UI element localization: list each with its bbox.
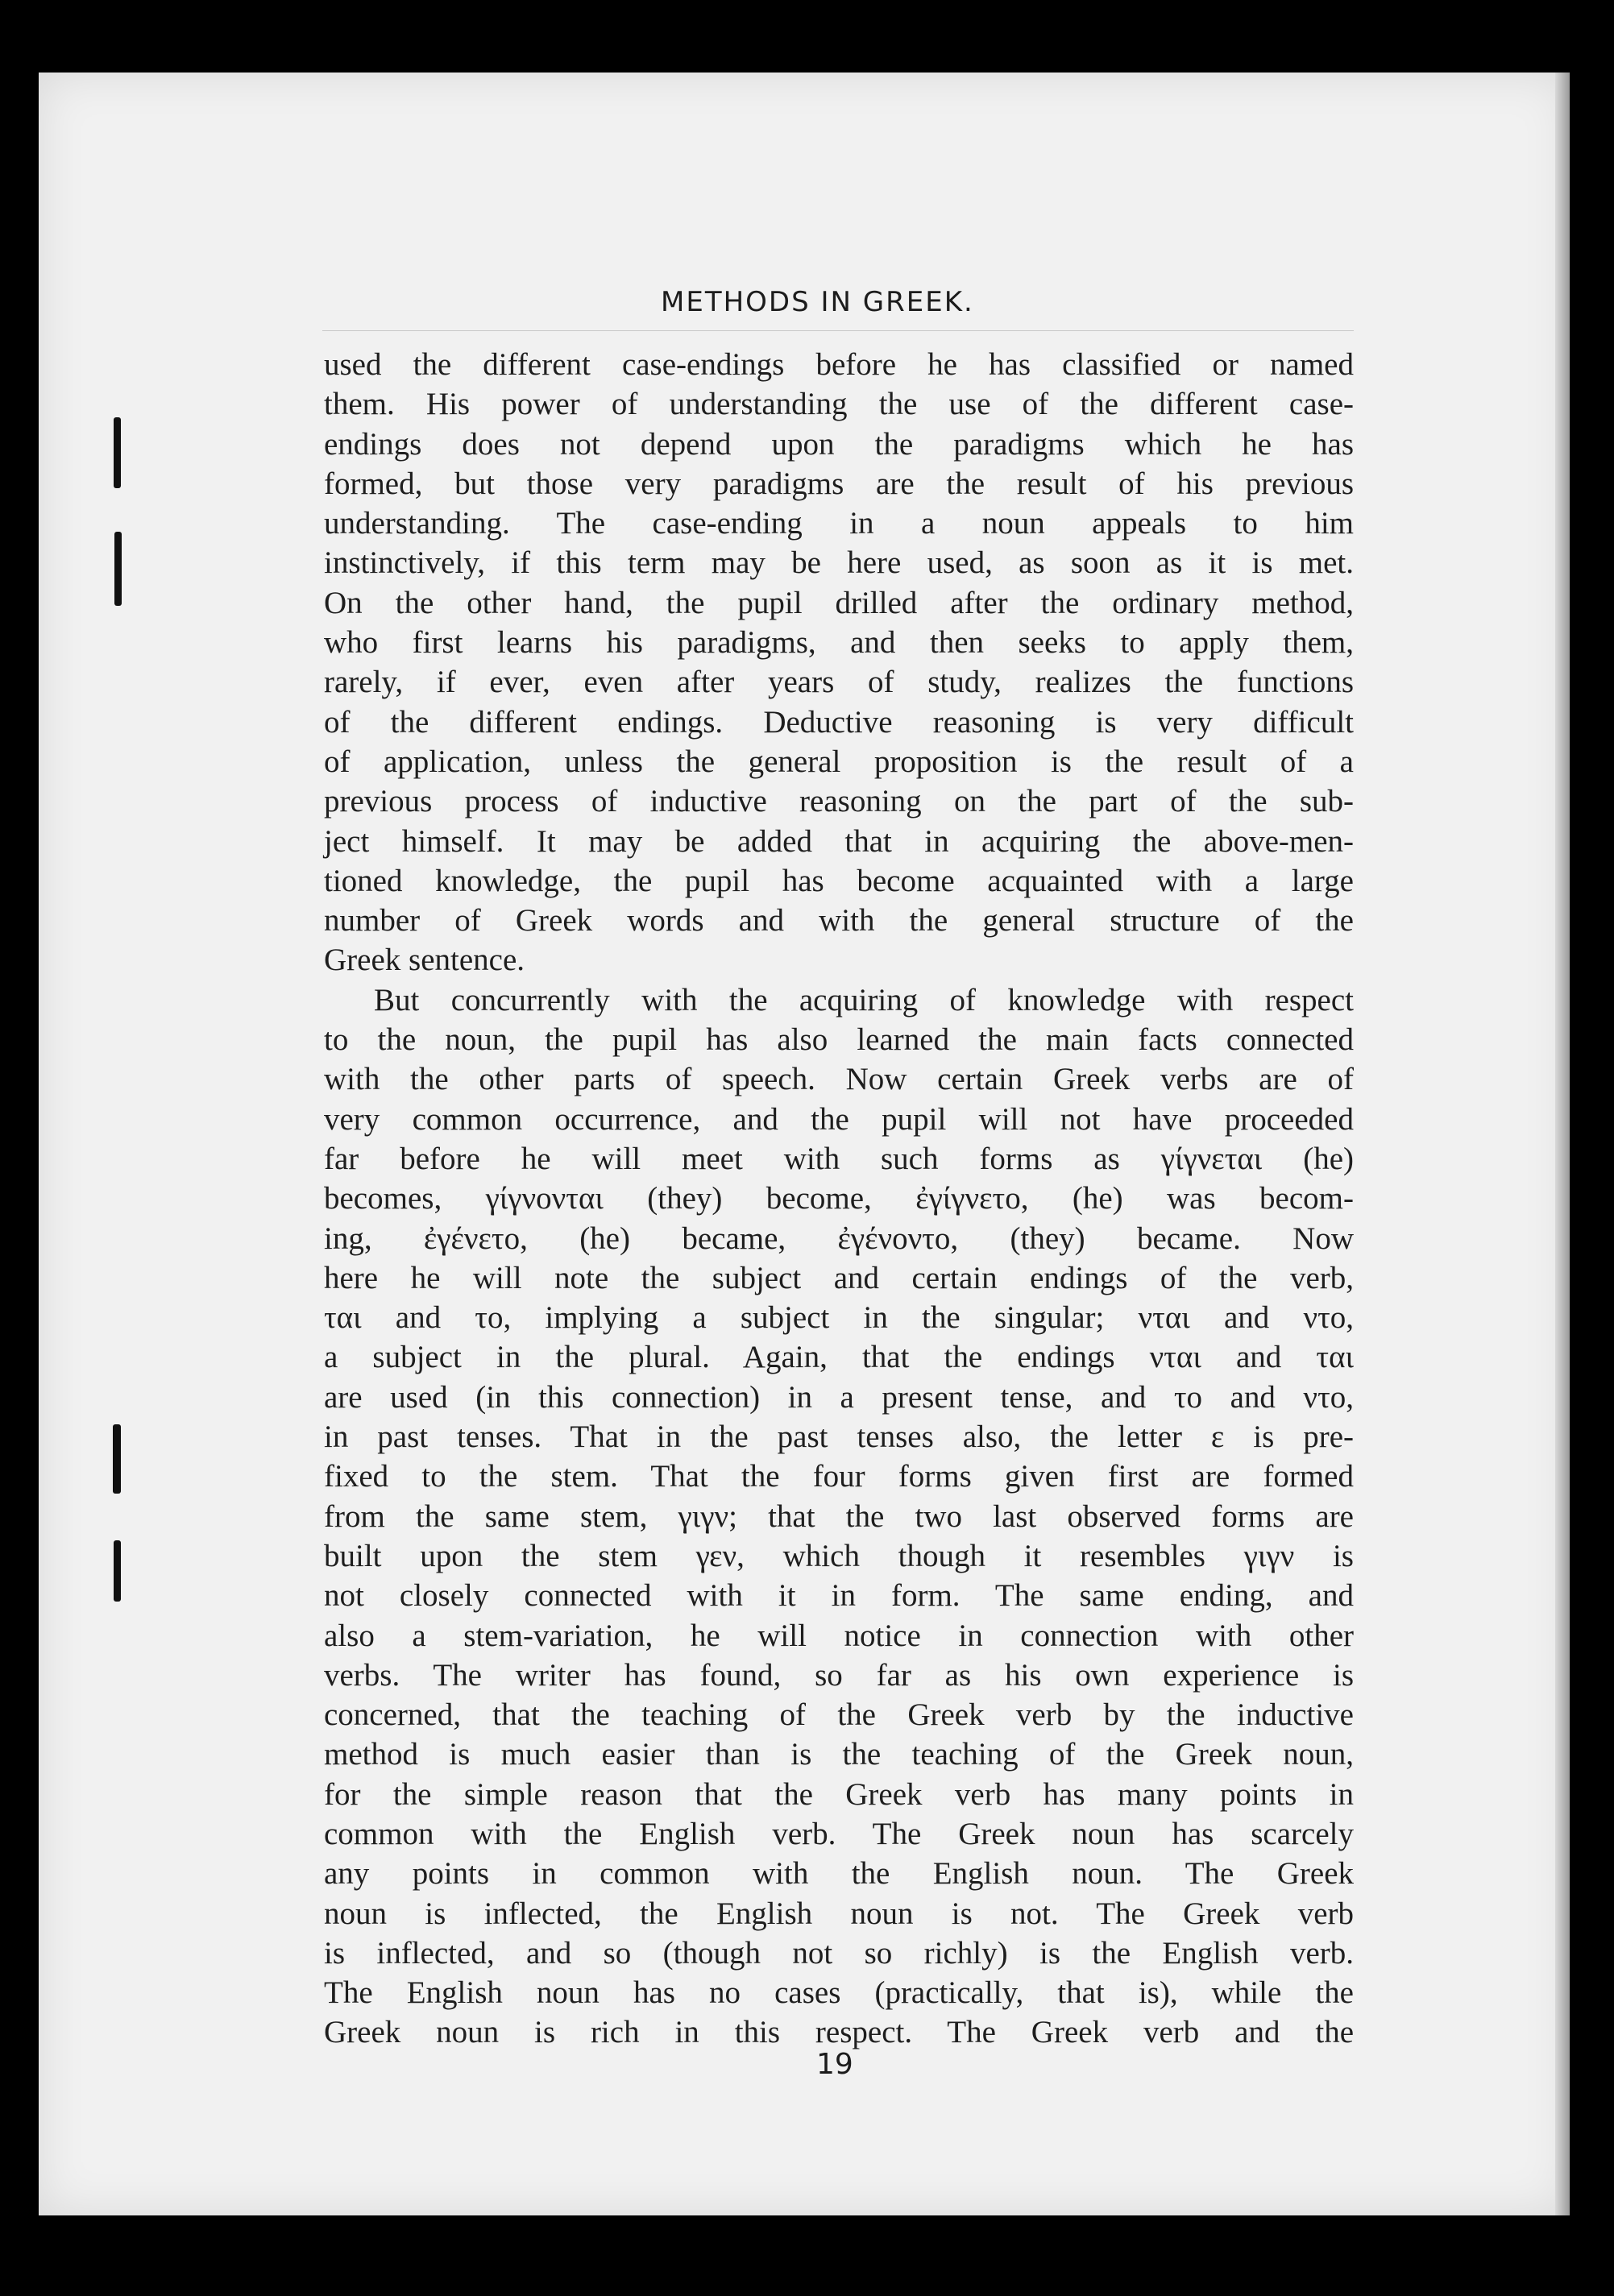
text-line: very common occurrence, and the pupil will not have proceeded xyxy=(324,1101,1354,1137)
text-line: is inflected, and so (though not so richly) is the English verb. xyxy=(324,1935,1354,1971)
text-line: formed, but those very paradigms are the result of his previous xyxy=(324,466,1354,501)
text-line: ται and το, implying a subject in the singular; νται and ντο, xyxy=(324,1300,1354,1336)
text-line: ject himself. It may be added that in acquiring the above-men- xyxy=(324,823,1354,859)
margin-mark xyxy=(114,417,121,488)
text-line: from the same stem, γιγν; that the two last observed forms are xyxy=(324,1498,1354,1534)
text-line: Greek noun is rich in this respect. The Greek verb and the xyxy=(324,2015,1354,2050)
body-text xyxy=(324,345,1354,2053)
text-line: But concurrently with the acquiring of knowledge with respect xyxy=(374,982,1354,1017)
text-line: not closely connected with it in form. The same ending, and xyxy=(324,1578,1354,1614)
text-line: also a stem-variation, he will notice in connection with other xyxy=(324,1618,1354,1653)
text-line: becomes, γίγνονται (they) become, ἐγίγνετο, (he) was becom- xyxy=(324,1181,1354,1216)
text-line: are used (in this connection) in a present tense, and το and ντο, xyxy=(324,1379,1354,1415)
text-line: them. His power of understanding the use of the different case- xyxy=(324,387,1354,422)
text-line: here he will note the subject and certain endings of the verb, xyxy=(324,1260,1354,1295)
text-line: with the other parts of speech. Now certain Greek verbs are of xyxy=(324,1062,1354,1097)
text-line: The English noun has no cases (practically, that is), while the xyxy=(324,1975,1354,2011)
text-line: common with the English verb. The Greek noun has scarcely xyxy=(324,1816,1354,1851)
text-line: instinctively, if this term may be here used, as soon as it is met. xyxy=(324,545,1354,581)
text-line: far before he will meet with such forms as γίγνεται (he) xyxy=(324,1141,1354,1176)
text-line: number of Greek words and with the general structure of the xyxy=(324,903,1354,939)
paragraph xyxy=(324,980,1354,2053)
text-line: fixed to the stem. That the four forms given first are formed xyxy=(324,1459,1354,1494)
text-line: a subject in the plural. Again, that the endings νται and ται xyxy=(324,1340,1354,1375)
text-line: understanding. The case-ending in a noun appeals to him xyxy=(324,506,1354,541)
text-line: for the simple reason that the Greek verb has many points in xyxy=(324,1776,1354,1812)
margin-mark xyxy=(114,1540,121,1602)
text-line: previous process of inductive reasoning on the part of the sub- xyxy=(324,784,1354,819)
text-line: tioned knowledge, the pupil has become acquainted with a large xyxy=(324,863,1354,898)
text-line: noun is inflected, the English noun is not. The Greek verb xyxy=(324,1896,1354,1931)
text-line: in past tenses. That in the past tenses also, the letter ε is pre- xyxy=(324,1419,1354,1455)
page-number: 19 xyxy=(816,2048,853,2081)
text-line: any points in common with the English noun. The Greek xyxy=(324,1856,1354,1892)
text-line: of the different endings. Deductive reasoning is very difficult xyxy=(324,704,1354,740)
text-line: method is much easier than is the teaching of the Greek noun, xyxy=(324,1737,1354,1772)
running-head: METHODS IN GREEK. xyxy=(661,286,974,318)
text-line: Greek sentence. xyxy=(324,943,525,978)
margin-mark xyxy=(114,532,122,606)
text-line: to the noun, the pupil has also learned the main facts connected xyxy=(324,1022,1354,1058)
text-line: built upon the stem γεν, which though it resembles γιγν is xyxy=(324,1538,1354,1573)
text-line: On the other hand, the pupil drilled after the ordinary method, xyxy=(324,585,1354,620)
text-line: used the different case-endings before he has classified or named xyxy=(324,347,1354,382)
text-line: concerned, that the teaching of the Greek verb by the inductive xyxy=(324,1697,1354,1733)
text-line: who first learns his paradigms, and then seeks to apply them, xyxy=(324,625,1354,661)
text-line: ing, ἐγένετο, (he) became, ἐγένοντο, (they) became. Now xyxy=(324,1221,1354,1256)
paragraph xyxy=(324,345,1354,980)
text-line: verbs. The writer has found, so far as his own experience is xyxy=(324,1657,1354,1693)
page-edge xyxy=(1555,73,1570,2215)
header-rule xyxy=(322,330,1354,331)
text-line: of application, unless the general proposition is the result of a xyxy=(324,744,1354,779)
text-line: endings does not depend upon the paradigms which he has xyxy=(324,426,1354,462)
margin-mark xyxy=(113,1424,121,1494)
text-line: rarely, if ever, even after years of study, realizes the functions xyxy=(324,665,1354,700)
